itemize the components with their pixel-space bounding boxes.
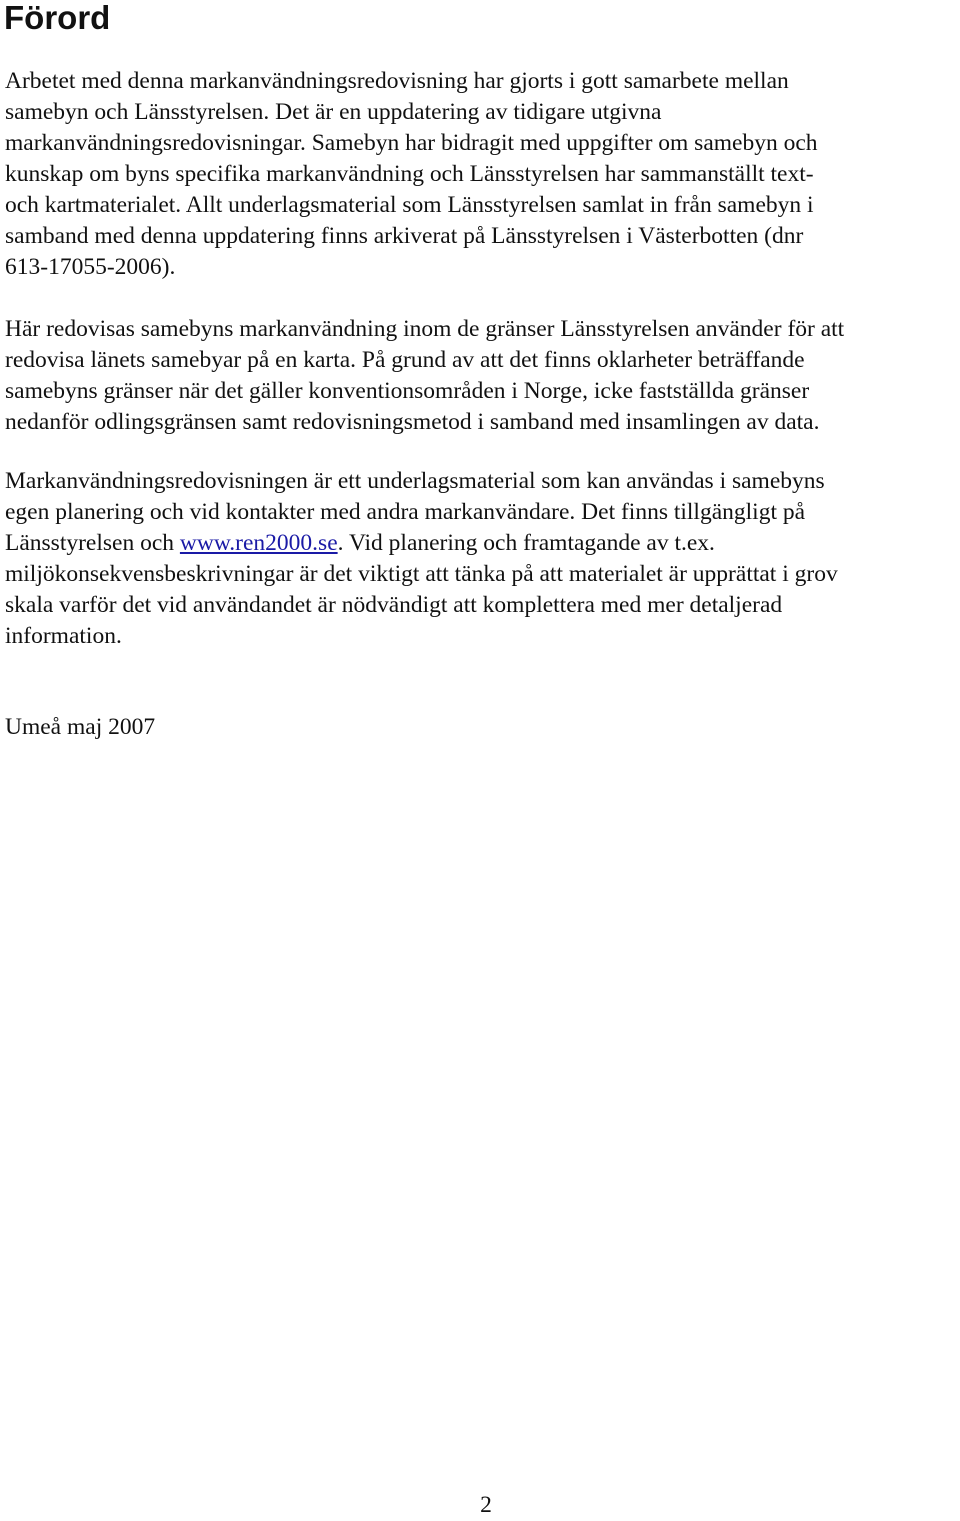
text-line: kunskap om byns specifika markanvändning och Länsstyrelsen har sammanställt text- bbox=[5, 161, 814, 187]
text-line: Här redovisas samebyns markanvändning inom de gränser Länsstyrelsen använder för att bbox=[5, 316, 845, 342]
text-line: samebyn och Länsstyrelsen. Det är en uppdatering av tidigare utgivna bbox=[5, 99, 662, 125]
link-suffix-text: . Vid planering och framtagande av t.ex. bbox=[337, 530, 715, 556]
page-number: 2 bbox=[480, 1492, 492, 1518]
place-date: Umeå maj 2007 bbox=[5, 714, 156, 740]
text-line: markanvändningsredovisningar. Samebyn har bidragit med uppgifter om samebyn och bbox=[5, 130, 818, 156]
text-line: miljökonsekvensbeskrivningar är det viktigt att tänka på att materialet är upprättat i grov bbox=[5, 561, 838, 587]
text-line: information. bbox=[5, 623, 122, 649]
text-line-with-link bbox=[5, 528, 838, 559]
paragraph-intro bbox=[5, 66, 818, 283]
text-line: samband med denna uppdatering finns arkiverat på Länsstyrelsen i Västerbotten (dnr bbox=[5, 223, 804, 249]
text-line: 613-17055-2006). bbox=[5, 254, 176, 280]
paragraph-boundaries bbox=[5, 314, 844, 438]
text-line: egen planering och vid kontakter med andra markanvändare. Det finns tillgängligt på bbox=[5, 499, 806, 525]
text-line: och kartmaterialet. Allt underlagsmaterial som Länsstyrelsen samlat in från samebyn i bbox=[5, 192, 814, 218]
text-line: Markanvändningsredovisningen är ett underlagsmaterial som kan användas i samebyns bbox=[5, 468, 825, 494]
text-line: skala varför det vid användandet är nödvändigt att komplettera med mer detaljerad bbox=[5, 592, 783, 618]
link-prefix-text: Länsstyrelsen och bbox=[5, 530, 180, 556]
page-title: Förord bbox=[4, 0, 111, 36]
text-line: redovisa länets samebyar på en karta. På grund av att det finns oklarheter beträffande bbox=[5, 347, 805, 373]
text-line: nedanför odlingsgränsen samt redovisningsmetod i samband med insamlingen av data. bbox=[5, 409, 820, 435]
paragraph-usage bbox=[5, 466, 838, 652]
text-line: Arbetet med denna markanvändningsredovisning har gjorts i gott samarbete mellan bbox=[5, 68, 789, 94]
ren2000-link[interactable]: www.ren2000.se bbox=[179, 530, 338, 556]
text-line: samebyns gränser när det gäller konventionsområden i Norge, icke fastställda gränser bbox=[5, 378, 810, 404]
